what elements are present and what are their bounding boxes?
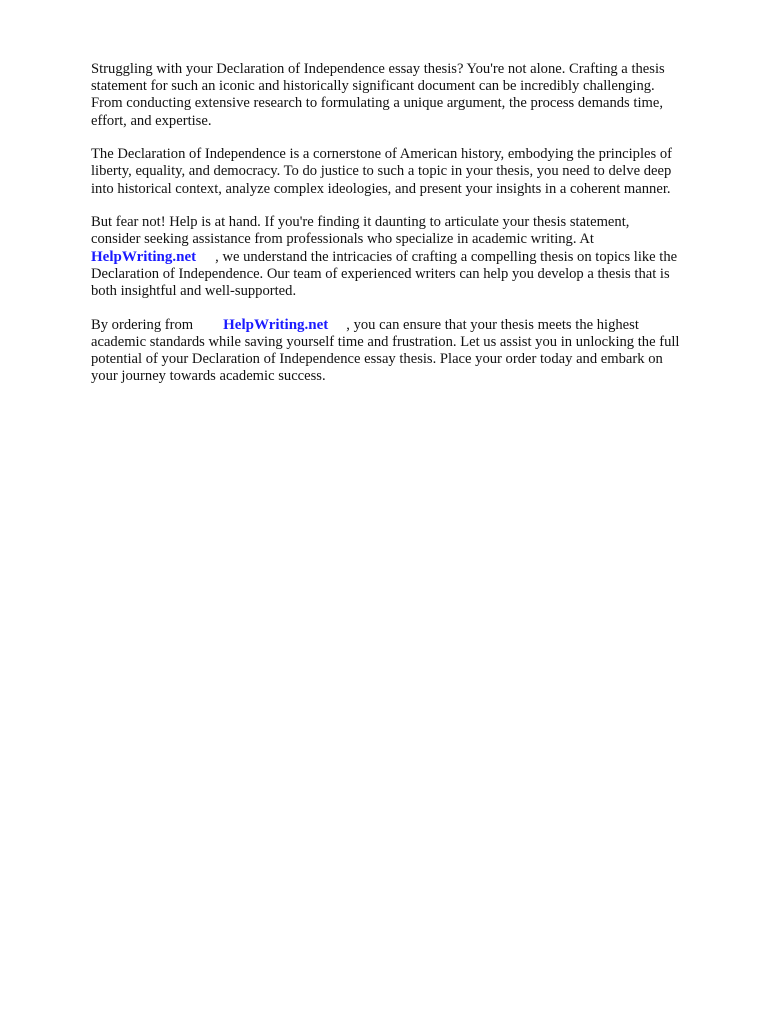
- text-line-with-link: [91, 317, 731, 334]
- helpwriting-link[interactable]: HelpWriting.net: [223, 316, 329, 333]
- paragraph-order: [91, 317, 731, 386]
- text-line: academic standards while saving yourself time and frustration. Let us assist you in unlocking the full: [91, 333, 680, 350]
- text-fragment: , you can ensure that your thesis meets the highest: [346, 316, 639, 333]
- text-line: liberty, equality, and democracy. To do justice to such a topic in your thesis, you need to delve deep: [91, 163, 672, 180]
- text-line: statement for such an iconic and historically significant document can be incredibly challenging.: [91, 78, 655, 95]
- document-body: [91, 61, 731, 402]
- paragraph-intro: [91, 61, 731, 130]
- text-line: consider seeking assistance from professionals who specialize in academic writing. At: [91, 231, 594, 248]
- text-line: both insightful and well-supported.: [91, 283, 297, 300]
- text-line: effort, and expertise.: [91, 112, 212, 129]
- text-line: your journey towards academic success.: [91, 368, 326, 385]
- helpwriting-link[interactable]: HelpWriting.net: [91, 248, 197, 265]
- text-line: into historical context, analyze complex ideologies, and present your insights in a coherent manner.: [91, 180, 671, 197]
- paragraph-help: [91, 214, 731, 300]
- text-fragment: , we understand the intricacies of crafting a compelling thesis on topics like the: [215, 248, 678, 265]
- text-line: potential of your Declaration of Independence essay thesis. Place your order today and embark on: [91, 351, 663, 368]
- paragraph-history: [91, 146, 731, 198]
- text-line: Declaration of Independence. Our team of experienced writers can help you develop a thesis that is: [91, 265, 670, 282]
- text-line-with-link: [91, 249, 731, 266]
- text-line: Struggling with your Declaration of Independence essay thesis? You're not alone. Crafting a thesis: [91, 61, 665, 77]
- text-line: But fear not! Help is at hand. If you're finding it daunting to articulate your thesis statement,: [91, 214, 630, 231]
- text-fragment: By ordering from: [91, 316, 194, 333]
- text-line: From conducting extensive research to formulating a unique argument, the process demands time,: [91, 95, 663, 112]
- text-line: The Declaration of Independence is a cornerstone of American history, embodying the principles of: [91, 146, 672, 163]
